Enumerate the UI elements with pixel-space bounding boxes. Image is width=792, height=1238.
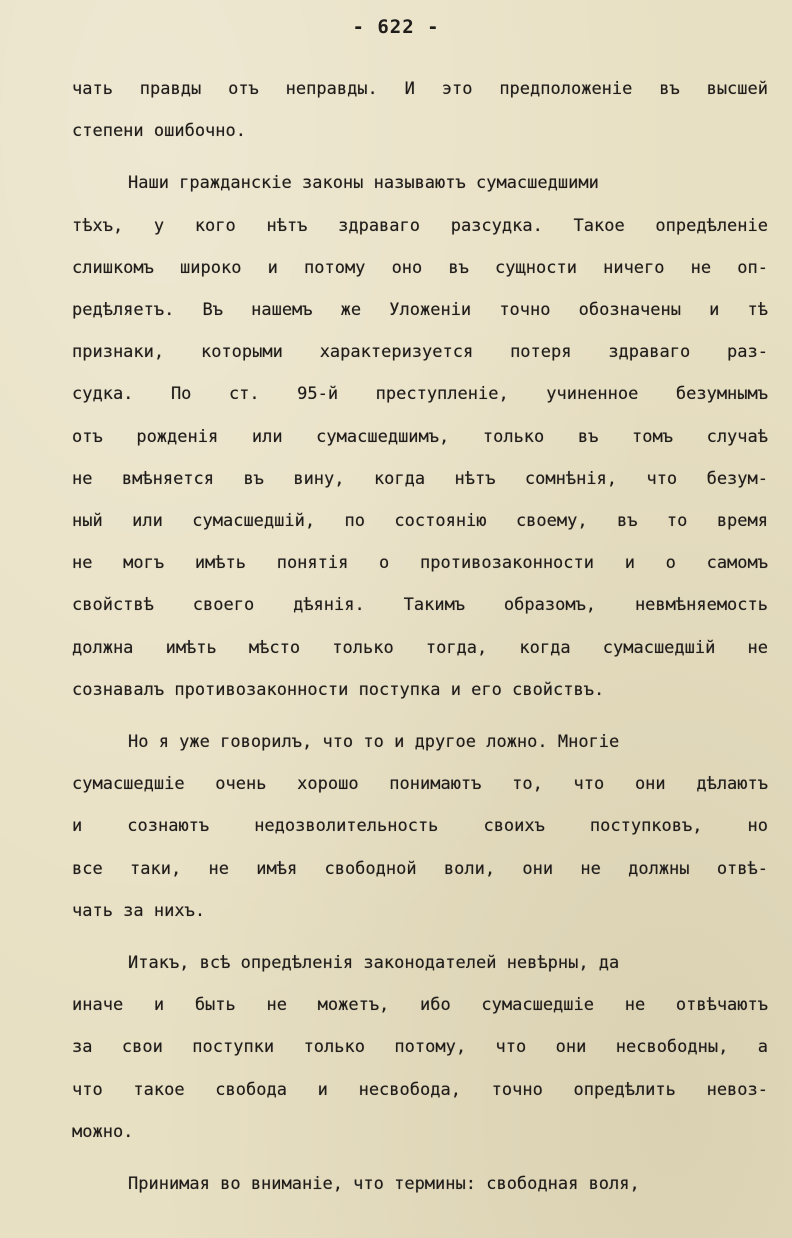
text-line: признаки, которыми характеризуется потеря здраваго раз- <box>72 342 768 363</box>
text-line: сумасшедшiе очень хорошо понимаютъ то, что они дѣлаютъ <box>72 774 768 795</box>
text-line: слишкомъ широко и потому оно въ сущности ничего не оп- <box>72 257 768 278</box>
paragraph-4 <box>72 942 768 1153</box>
text-line: не могъ имѣть понятiя о противозаконности и о самомъ <box>72 553 768 574</box>
text-line: не вмѣняется въ вину, когда нѣтъ сомнѣнiя, что безум- <box>72 468 768 489</box>
text-line: Наши гражданскiе законы называютъ сумасшедшими <box>128 173 599 194</box>
text-line: чать правды отъ неправды. И это предположенiе въ высшей <box>72 79 768 99</box>
paragraph-1 <box>72 68 768 152</box>
text-line: отъ рожденiя или сумасшедшимъ, только въ томъ случаѣ <box>72 426 768 447</box>
text-line: судка. По ст. 95-й преступленiе, учиненное безумнымъ <box>72 384 768 405</box>
text-line: все таки, не имѣя свободной воли, они не должны отвѣ- <box>72 858 768 879</box>
page-number: - 622 - <box>352 16 440 38</box>
text-line: чать за нихъ. <box>72 900 206 921</box>
text-line: свойствѣ своего дѣянiя. Такимъ образомъ, невмѣняемость <box>72 595 768 616</box>
text-line: за свои поступки только потому, что они несвободны, а <box>72 1037 768 1058</box>
text-line: сознавалъ противозаконности поступка и его свойствъ. <box>72 679 605 700</box>
text-line: степени ошибочно. <box>72 121 246 142</box>
text-line: редѣляетъ. Въ нашемъ же Уложенiи точно обозначены и тѣ <box>72 300 768 321</box>
text-line: Итакъ, всѣ опредѣленiя законодателей невѣрны, да <box>128 953 620 974</box>
text-line: можно. <box>72 1121 134 1142</box>
text-line: ный или сумасшедшiй, по состоянiю своему, въ то время <box>72 511 768 532</box>
paragraph-3 <box>72 721 768 932</box>
text-line: иначе и быть не можетъ, ибо сумасшедшiе не отвѣчаютъ <box>72 995 768 1016</box>
text-line: должна имѣть мѣсто только тогда, когда сумасшедшiй не <box>72 637 768 658</box>
text-line: тѣхъ, у кого нѣтъ здраваго разсудка. Такое опредѣленiе <box>72 215 768 236</box>
text-line: что такое свобода и несвобода, точно опредѣлить невоз- <box>72 1079 768 1100</box>
text-line: Принимая во вниманiе, что термины: свободная воля, <box>128 1174 640 1195</box>
paragraph-2 <box>72 162 768 711</box>
paragraph-5 <box>72 1163 768 1205</box>
text-line: Но я уже говорилъ, что то и другое ложно. Многiе <box>128 732 620 753</box>
body-text <box>72 68 768 1205</box>
text-line: и сознаютъ недозволительность своихъ поступковъ, но <box>72 816 768 837</box>
